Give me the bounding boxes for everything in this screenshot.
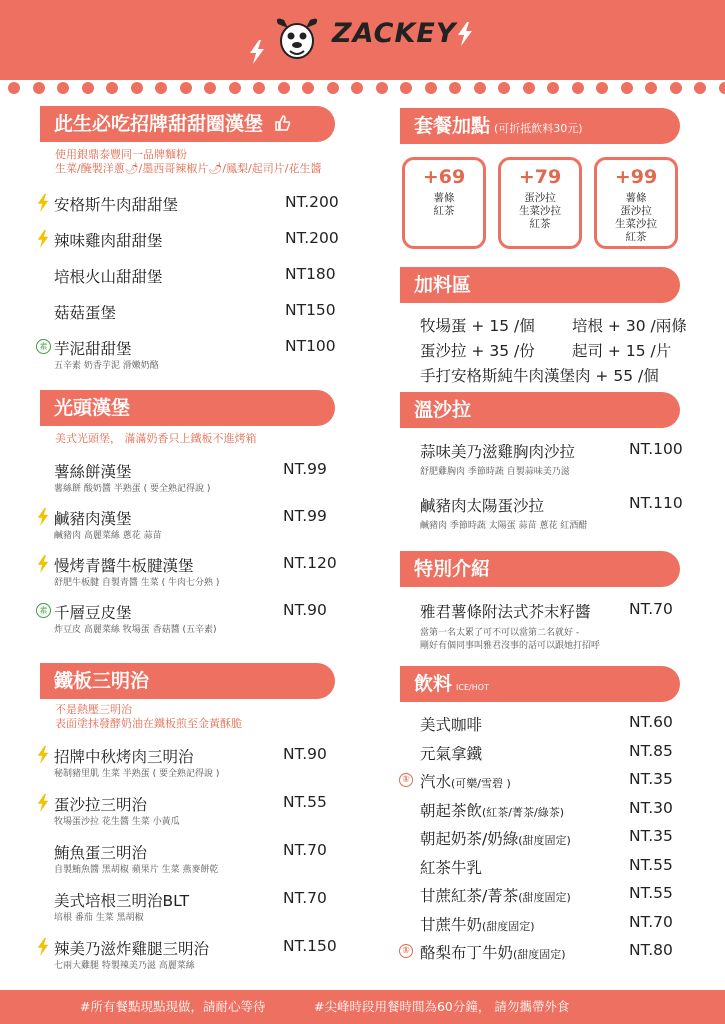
section-note: 表面塗抹發酵奶油在鐵板煎至金黃酥脆	[55, 717, 242, 730]
bolt-icon	[36, 194, 50, 212]
menu-item-price: NT.200	[285, 229, 339, 247]
drink-name: 甘蔗紅茶/菁茶	[420, 887, 519, 905]
decorative-dot	[155, 82, 167, 94]
decorative-dot	[8, 82, 20, 94]
drink-item-price: NT.70	[629, 912, 673, 931]
menu-item-price: NT180	[285, 265, 336, 283]
menu-item-price: NT.99	[283, 460, 327, 478]
drink-item-price: NT.85	[629, 741, 673, 760]
section-title-special: 特別介紹	[400, 551, 680, 587]
section-title-drinks: 飲料 ICE/HOT	[400, 666, 680, 702]
footer-bar	[0, 990, 725, 1024]
menu-item-price: NT.200	[285, 193, 339, 211]
combo-price: +79	[518, 166, 562, 188]
decorative-dot	[180, 82, 192, 94]
combo-price: +99	[614, 166, 658, 188]
menu-item-price: NT.150	[283, 937, 337, 955]
footer-note-right: #尖峰時段用餐時間為60分鐘， 請勿攜帶外食	[314, 999, 570, 1014]
menu-item-name: 千層豆皮堡	[54, 604, 132, 622]
bolt-icon	[36, 230, 50, 248]
menu-item-price: NT.120	[283, 554, 337, 572]
one-icon: ①	[399, 944, 413, 958]
section-note: 生菜/醃製洋蔥🌶/墨西哥辣椒片🌶/鳳梨/起司片/花生醬	[55, 162, 322, 175]
menu-item-desc: 自製鮪魚醬 黑胡椒 蘋果片 生菜 燕麥餅乾	[54, 865, 219, 875]
drink-name: 朝起茶飲	[420, 801, 483, 820]
special-item-desc: 當第一名太累了可不可以當第二名就好 -	[420, 628, 580, 638]
section-title-sandwich: 鐵板三明治	[40, 663, 335, 699]
decorative-dot	[278, 82, 290, 94]
menu-item-price: NT.70	[283, 841, 327, 859]
bolt-icon	[36, 938, 50, 956]
drink-name: 朝起奶茶/奶綠	[420, 830, 519, 848]
drink-item-name	[420, 742, 482, 764]
section-note: 不是熱壓三明治	[55, 703, 132, 716]
drink-name: 元氣拿鐵	[420, 744, 483, 763]
addon-cheese: 起司 + 15 /片	[572, 342, 672, 360]
drink-item-name	[420, 913, 535, 935]
combo-option	[402, 157, 486, 249]
menu-item-name: 芋泥甜甜堡	[54, 340, 132, 358]
decorative-dot	[253, 82, 265, 94]
decorative-dot	[670, 82, 682, 94]
drink-item-price: NT.30	[629, 798, 673, 817]
drink-name: 甘蔗牛奶	[420, 915, 483, 934]
decorative-dot	[33, 82, 45, 94]
decorative-dot	[474, 82, 486, 94]
menu-item-name: 菇菇蛋堡	[54, 304, 117, 322]
one-icon: ①	[399, 773, 413, 787]
decorative-dot	[547, 82, 559, 94]
combo-option	[498, 157, 582, 249]
drink-name: 酪梨布丁牛奶	[420, 944, 514, 962]
vegetarian-icon: 素	[36, 339, 51, 354]
decorative-dot	[204, 82, 216, 94]
decorative-dot	[523, 82, 535, 94]
footer-note-left: #所有餐點現點現做，請耐心等待	[80, 999, 266, 1014]
section-title-bald-burger: 光頭漢堡	[40, 390, 335, 426]
drink-item-price: NT.60	[629, 713, 673, 731]
drink-note: (甜度固定)	[513, 948, 566, 961]
decorative-dot	[645, 82, 657, 94]
combo-contents: 蛋沙拉 生菜沙拉 紅茶	[519, 192, 561, 230]
menu-item-price: NT150	[285, 301, 336, 319]
decorative-dot	[57, 82, 69, 94]
salad-item-name: 蒜味美乃滋雞胸肉沙拉	[420, 443, 576, 461]
addon-patty: 手打安格斯純牛肉漢堡肉 + 55 /個	[420, 367, 659, 385]
menu-item-name: 辣美乃滋炸雞腿三明治	[54, 940, 210, 958]
special-item-desc: 剛好有個同事叫雅君沒事的話可以跟她打招呼	[420, 641, 601, 651]
decorative-dot	[351, 82, 363, 94]
drink-item-price: NT.35	[629, 827, 673, 845]
menu-item-name: 慢烤青醬牛板腱漢堡	[54, 557, 194, 575]
drink-name: 汽水	[420, 773, 452, 791]
menu-item-price: NT.90	[283, 745, 327, 763]
decorative-dot	[82, 82, 94, 94]
menu-item-desc: 舒肥牛板腱 自製青醬 生菜 ( 牛肉七分熟 )	[54, 578, 220, 588]
menu-item-price: NT.55	[283, 793, 327, 811]
vegetarian-icon: 素	[36, 603, 51, 618]
drink-item-name	[420, 884, 571, 906]
menu-item-name: 美式培根三明治BLT	[54, 892, 190, 910]
section-note: 美式光頭堡， 滿滿奶香只上鐵板不進烤箱	[55, 432, 257, 445]
salad-item-name: 鹹豬肉太陽蛋沙拉	[420, 497, 545, 515]
menu-item-desc: 鹹豬肉 高麗菜絲 蔥花 蒜苗	[54, 531, 162, 541]
menu-item-price: NT.90	[283, 601, 327, 619]
decorative-dot	[425, 82, 437, 94]
menu-item-name: 薯絲餅漢堡	[54, 463, 132, 481]
decorative-dot	[621, 82, 633, 94]
drink-item-name	[420, 827, 571, 849]
section-title-sweet-burger: 此生必吃招牌甜甜圈漢堡	[40, 106, 335, 142]
section-title-addons: 加料區	[400, 267, 680, 303]
drink-item-name	[420, 713, 482, 735]
combo-option	[594, 157, 678, 249]
decorative-dot	[572, 82, 584, 94]
drink-note: (可樂/雪碧 )	[451, 777, 511, 790]
menu-item-desc: 炸豆皮 高麗菜絲 牧場蛋 香菇醬 (五辛素)	[54, 625, 217, 635]
section-title-combo: 套餐加點 (可折抵飲料30元)	[400, 108, 680, 144]
decorative-dot	[719, 82, 725, 94]
decorative-dot	[694, 82, 706, 94]
special-item-price: NT.70	[629, 600, 673, 618]
menu-item-desc: 培根 番茄 生菜 黑胡椒	[54, 913, 144, 923]
drink-item-price: NT.80	[629, 941, 673, 959]
combo-contents: 薯條 蛋沙拉 生菜沙拉 紅茶	[615, 192, 657, 243]
decorative-dot	[498, 82, 510, 94]
bolt-icon	[36, 508, 50, 526]
menu-item-name: 安格斯牛肉甜甜堡	[54, 196, 179, 214]
drink-note: (甜度固定)	[482, 919, 535, 933]
decorative-dot	[229, 82, 241, 94]
menu-item-name: 鹹豬肉漢堡	[54, 510, 132, 528]
decorative-dot	[596, 82, 608, 94]
combo-price: +69	[422, 166, 466, 188]
decorative-dot	[106, 82, 118, 94]
decorative-dot	[302, 82, 314, 94]
drink-note: (甜度固定)	[518, 891, 571, 904]
decorative-dot	[327, 82, 339, 94]
lightning-icon	[456, 22, 474, 46]
menu-item-price: NT100	[285, 337, 336, 355]
drink-note: (甜度固定)	[518, 834, 571, 847]
lightning-icon	[248, 40, 266, 64]
decorative-dot	[449, 82, 461, 94]
menu-item-price: NT.70	[283, 889, 327, 907]
drink-item-price: NT.55	[629, 855, 673, 874]
decorative-dot	[400, 82, 412, 94]
menu-item-desc: 五辛素 奶香芋泥 滑嫩奶酪	[54, 361, 159, 371]
menu-item-desc: 秘制豬里肌 生菜 半熟蛋 ( 要全熟記得說 )	[54, 769, 220, 779]
drink-name: 紅茶牛乳	[420, 858, 483, 877]
drink-note: (紅茶/菁茶/綠茶)	[482, 805, 565, 819]
drink-item-price: NT.35	[629, 770, 673, 788]
dog-logo-icon	[272, 14, 322, 64]
menu-item-name: 鮪魚蛋三明治	[54, 844, 148, 862]
salad-item-desc: 鹹豬肉 季節時蔬 太陽蛋 蒜苗 蔥花 紅酒醋	[420, 521, 588, 531]
bolt-icon	[36, 555, 50, 573]
bolt-icon	[36, 746, 50, 764]
decorative-dot	[131, 82, 143, 94]
salad-item-price: NT.110	[629, 494, 683, 512]
menu-item-price: NT.99	[283, 507, 327, 525]
menu-item-desc: 薯絲餅 酸奶醬 半熟蛋 ( 要全熟記得說 )	[54, 484, 211, 494]
drink-item-name	[420, 799, 564, 821]
salad-item-desc: 舒肥雞胸肉 季節時蔬 自製蒜味美乃滋	[420, 467, 570, 477]
section-title-salad: 溫沙拉	[400, 392, 680, 428]
bolt-icon	[36, 794, 50, 812]
menu-item-name: 招牌中秋烤肉三明治	[54, 748, 194, 766]
drink-item-name	[420, 941, 566, 963]
decorative-dots	[0, 80, 725, 100]
addon-bacon: 培根 + 30 /兩條	[572, 317, 687, 335]
drink-item-name	[420, 770, 511, 792]
thumbs-up-icon	[274, 114, 292, 132]
brand-name: ZACKEY	[332, 18, 457, 49]
addon-egg-salad: 蛋沙拉 + 35 /份	[420, 342, 535, 360]
drink-name: 美式咖啡	[420, 716, 483, 734]
drink-item-name	[420, 856, 482, 878]
menu-item-name: 辣味雞肉甜甜堡	[54, 232, 163, 250]
menu-item-desc: 七兩大雞腿 特製辣美乃滋 高麗菜絲	[54, 961, 195, 971]
special-item-name: 雅君薯條附法式芥末籽醬	[420, 603, 591, 621]
menu-item-name: 蛋沙拉三明治	[54, 796, 148, 814]
drink-item-price: NT.55	[629, 884, 673, 902]
header-bar	[0, 0, 725, 80]
addon-egg: 牧場蛋 + 15 /個	[420, 317, 535, 335]
menu-item-name: 培根火山甜甜堡	[54, 268, 163, 286]
decorative-dot	[376, 82, 388, 94]
combo-contents: 薯條 紅茶	[433, 192, 455, 217]
salad-item-price: NT.100	[629, 440, 683, 458]
menu-item-desc: 牧場蛋沙拉 花生醬 生菜 小黃瓜	[54, 817, 180, 827]
section-note: 使用銀鼎泰豐同一品牌麵粉	[55, 148, 187, 161]
